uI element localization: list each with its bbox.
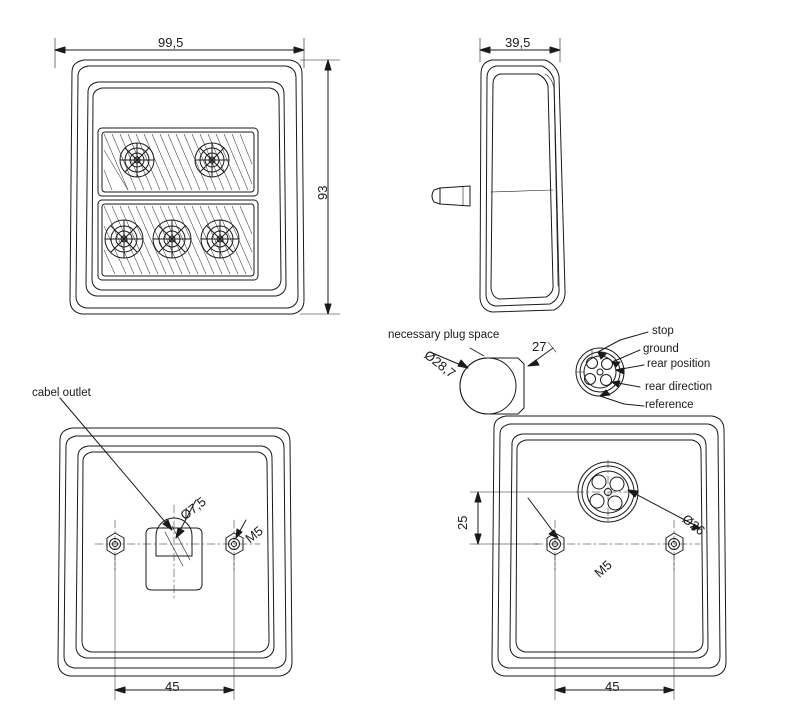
dim-label-m5-right: M5 <box>591 557 615 581</box>
pin-label-rear-position: rear position <box>647 358 711 370</box>
pin-label-reference: reference <box>645 399 694 411</box>
back-view-right <box>470 416 726 700</box>
pin-label-ground: ground <box>643 343 679 355</box>
leader-plug-space <box>470 348 484 356</box>
front-view <box>70 60 304 314</box>
annotation-cable-outlet: cabel outlet <box>32 387 91 399</box>
dim-label-plug-dia: Ø28,7 <box>421 347 459 381</box>
dim-label-plug-width: 27 <box>532 339 547 354</box>
dim-label-spacing-left: 45 <box>165 679 180 694</box>
dim-label-m5-left: M5 <box>242 523 266 547</box>
back-view-left <box>58 398 292 700</box>
connector-pinout <box>576 332 648 406</box>
annotation-plug-space: necessary plug space <box>388 329 500 341</box>
dim-connector-offset <box>470 492 578 544</box>
dim-label-connector-offset: 25 <box>455 515 470 530</box>
dim-label-front-height: 93 <box>315 185 330 200</box>
side-view <box>432 60 565 312</box>
dim-label-side-width: 39,5 <box>505 35 531 50</box>
pin-label-stop: stop <box>652 325 674 337</box>
dim-label-connector-dia: Ø26 <box>679 511 708 539</box>
dim-label-front-width: 99,5 <box>158 35 184 50</box>
dim-label-cable-hole: Ø7,5 <box>177 493 209 524</box>
plug-space-view <box>460 358 524 414</box>
dim-label-spacing-right: 45 <box>605 679 620 694</box>
pin-label-rear-direction: rear direction <box>645 381 713 393</box>
